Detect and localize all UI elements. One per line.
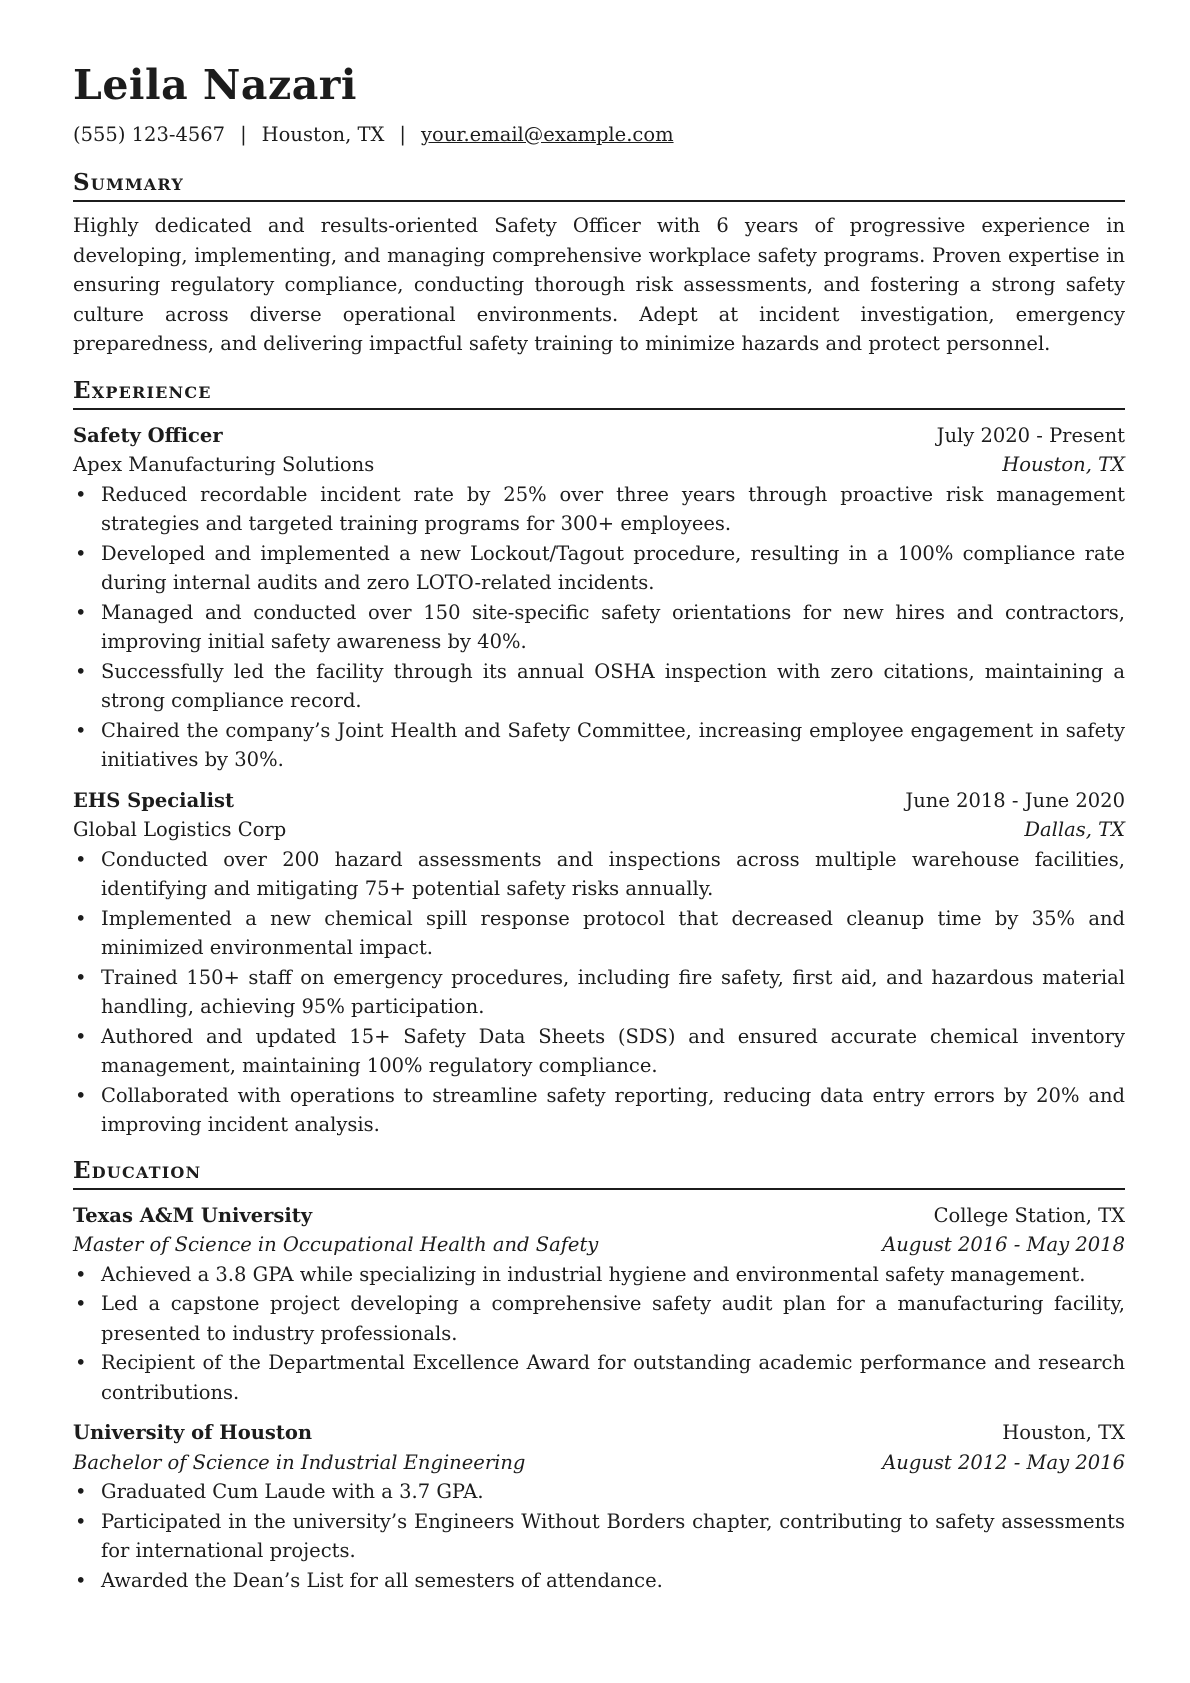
- contact-line: [73, 122, 1125, 148]
- school-location: College Station, TX: [933, 1203, 1125, 1227]
- bullet-item: • Recipient of the Departmental Excellence Award for outstanding academic performance and research contributions.: [101, 1348, 1125, 1407]
- phone-number: (555) 123-4567: [73, 123, 226, 146]
- job-dates: July 2020 - Present: [936, 423, 1125, 447]
- experience-header-row: [73, 421, 1125, 451]
- resume-page: [73, 60, 1125, 1595]
- contact-separator: |: [399, 123, 406, 146]
- school-location: Houston, TX: [1002, 1421, 1125, 1444]
- bullet-item: • Developed and implemented a new Lockout/Tagout procedure, resulting in a 100% compliance rate during internal audits and zero LOTO-related incidents.: [101, 539, 1125, 598]
- education-heading: Education: [73, 1157, 1125, 1190]
- summary-heading: Summary: [73, 169, 1125, 202]
- summary-text: Highly dedicated and results-oriented Safety Officer with 6 years of progressive experience in developing, implementing, and managing comprehensive workplace safety programs. Proven expertise in ensuring regulatory compliance, conducting thorough risk assessments, and fostering a strong safety culture across diverse operational environments. Adept at incident investigation, emergency preparedness, and delivering impactful safety training to minimize hazards and protect personnel.: [73, 214, 1125, 355]
- bullet-item: • Awarded the Dean’s List for all semesters of attendance.: [101, 1566, 1125, 1596]
- bullet-item: • Conducted over 200 hazard assessments and inspections across multiple warehouse facilities, identifying and mitigating 75+ potential safety risks annually.: [101, 845, 1125, 904]
- education-degree-row: [73, 1230, 1125, 1260]
- degree-name: Master of Science in Occupational Health and Safety: [73, 1233, 599, 1256]
- bullet-item: • Implemented a new chemical spill response protocol that decreased cleanup time by 35% and minimized environmental impact.: [101, 904, 1125, 963]
- candidate-name: Leila Nazari: [73, 61, 357, 109]
- job-title: Safety Officer: [73, 423, 223, 447]
- education-bullets: [73, 1477, 1125, 1595]
- experience-company-row: [73, 815, 1125, 845]
- contact-separator: |: [240, 123, 247, 146]
- bullet-item: • Reduced recordable incident rate by 25% over three years through proactive risk management strategies and targeted training programs for 300+ employees.: [101, 480, 1125, 539]
- education-header-row: [73, 1201, 1125, 1231]
- experience-entry: [73, 421, 1125, 775]
- company-name: Global Logistics Corp: [73, 818, 287, 841]
- bullet-item: • Managed and conducted over 150 site-specific safety orientations for new hires and contractors, improving initial safety awareness by 40%.: [101, 598, 1125, 657]
- education-dates: August 2012 - May 2016: [882, 1450, 1125, 1474]
- education-dates: August 2016 - May 2018: [882, 1233, 1125, 1256]
- job-location: Houston, TX: [1002, 453, 1125, 476]
- degree-name: Bachelor of Science in Industrial Engineering: [73, 1450, 526, 1474]
- bullet-item: • Led a capstone project developing a comprehensive safety audit plan for a manufacturing facility, presented to industry professionals.: [101, 1289, 1125, 1348]
- company-name: Apex Manufacturing Solutions: [73, 453, 375, 476]
- experience-bullets: [73, 480, 1125, 775]
- bullet-item: • Trained 150+ staff on emergency procedures, including fire safety, first aid, and hazardous material handling, achieving 95% participation.: [101, 963, 1125, 1022]
- job-location: Dallas, TX: [1024, 818, 1125, 841]
- bullet-item: • Successfully led the facility through its annual OSHA inspection with zero citations, maintaining a strong compliance record.: [101, 657, 1125, 716]
- bullet-item: • Collaborated with operations to streamline safety reporting, reducing data entry errors by 20% and improving incident analysis.: [101, 1081, 1125, 1140]
- email-link[interactable]: your.email@example.com: [420, 123, 674, 146]
- education-entry: [73, 1418, 1125, 1595]
- job-title: EHS Specialist: [73, 788, 234, 812]
- experience-company-row: [73, 450, 1125, 480]
- bullet-item: • Participated in the university’s Engineers Without Borders chapter, contributing to safety assessments for international projects.: [101, 1507, 1125, 1566]
- experience-header-row: [73, 786, 1125, 816]
- job-dates: June 2018 - June 2020: [905, 788, 1125, 812]
- bullet-item: • Authored and updated 15+ Safety Data Sheets (SDS) and ensured accurate chemical inventory management, maintaining 100% regulatory compliance.: [101, 1022, 1125, 1081]
- bullet-item: • Achieved a 3.8 GPA while specializing in industrial hygiene and environmental safety management.: [101, 1260, 1125, 1290]
- experience-bullets: [73, 845, 1125, 1140]
- bullet-item: • Graduated Cum Laude with a 3.7 GPA.: [101, 1477, 1125, 1507]
- school-name: Texas A&M University: [73, 1203, 313, 1227]
- education-bullets: [73, 1260, 1125, 1408]
- education-degree-row: [73, 1448, 1125, 1478]
- experience-entry: [73, 786, 1125, 1140]
- school-name: University of Houston: [73, 1421, 313, 1444]
- contact-location: Houston, TX: [261, 123, 385, 146]
- experience-heading: Experience: [73, 377, 1125, 410]
- education-entry: [73, 1201, 1125, 1408]
- bullet-item: • Chaired the company’s Joint Health and Safety Committee, increasing employee engagement in safety initiatives by 30%.: [101, 716, 1125, 775]
- education-header-row: [73, 1418, 1125, 1448]
